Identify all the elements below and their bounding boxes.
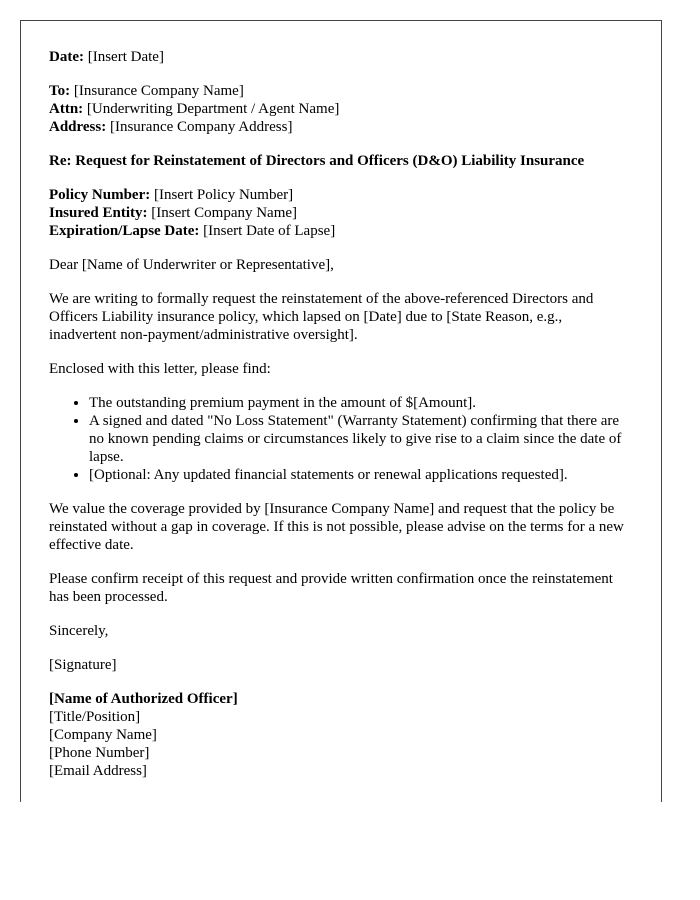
paragraph-request: We are writing to formally request the reinstatement of the above-referenced Directors and Officers Liability insurance policy, which lapsed on [Date] due to [State Reason, e.g., inadvertent non-payment/administrative oversight]. xyxy=(49,291,594,343)
list-item: • A signed and dated "No Loss Statement" (Warranty Statement) confirming that there are no known pending claims or circumstances likely to give rise to a claim since the date of lapse. xyxy=(89,412,633,466)
company-name: [Company Name] xyxy=(49,727,157,743)
sign-off: Sincerely, xyxy=(49,623,109,639)
policy-number-value: [Insert Policy Number] xyxy=(150,187,294,203)
enclosure-list xyxy=(49,394,633,484)
list-item: • [Optional: Any updated financial statements or renewal applications requested]. xyxy=(89,466,633,484)
list-item: • The outstanding premium payment in the amount of $[Amount]. xyxy=(89,394,633,412)
lapse-date-value: [Insert Date of Lapse] xyxy=(199,223,336,239)
lapse-date-label: Expiration/Lapse Date: xyxy=(49,223,200,239)
insured-entity-label: Insured Entity: xyxy=(49,205,148,221)
attn-value: [Underwriting Department / Agent Name] xyxy=(83,101,340,117)
paragraph-coverage: We value the coverage provided by [Insurance Company Name] and request that the policy be reinstated without a gap in coverage. If this is not possible, please advise on the terms for a new effective date. xyxy=(49,501,624,553)
subject-line xyxy=(49,152,633,170)
subject-text: Re: Request for Reinstatement of Directors and Officers (D&O) Liability Insurance xyxy=(49,153,585,169)
signature-block xyxy=(49,690,633,780)
attn-label: Attn: xyxy=(49,101,84,117)
officer-name: [Name of Authorized Officer] xyxy=(49,691,238,707)
phone-number: [Phone Number] xyxy=(49,745,150,761)
to-value: [Insurance Company Name] xyxy=(70,83,244,99)
insured-entity-value: [Insert Company Name] xyxy=(147,205,298,221)
date-label: Date: xyxy=(49,49,84,65)
officer-title: [Title/Position] xyxy=(49,709,141,725)
date-line xyxy=(49,48,633,66)
policy-number-label: Policy Number: xyxy=(49,187,151,203)
address-value: [Insurance Company Address] xyxy=(106,119,293,135)
to-label: To: xyxy=(49,83,71,99)
enclosed-intro: Enclosed with this letter, please find: xyxy=(49,361,271,377)
email-address: [Email Address] xyxy=(49,763,147,779)
date-value: [Insert Date] xyxy=(83,49,164,65)
signature: [Signature] xyxy=(49,657,117,673)
policy-block xyxy=(49,186,633,240)
address-label: Address: xyxy=(49,119,107,135)
paragraph-confirm: Please confirm receipt of this request and provide written confirmation once the reinstatement has been processed. xyxy=(49,571,613,605)
letter-page xyxy=(20,20,662,802)
recipient-block xyxy=(49,82,633,136)
salutation: Dear [Name of Underwriter or Representative], xyxy=(49,257,334,273)
